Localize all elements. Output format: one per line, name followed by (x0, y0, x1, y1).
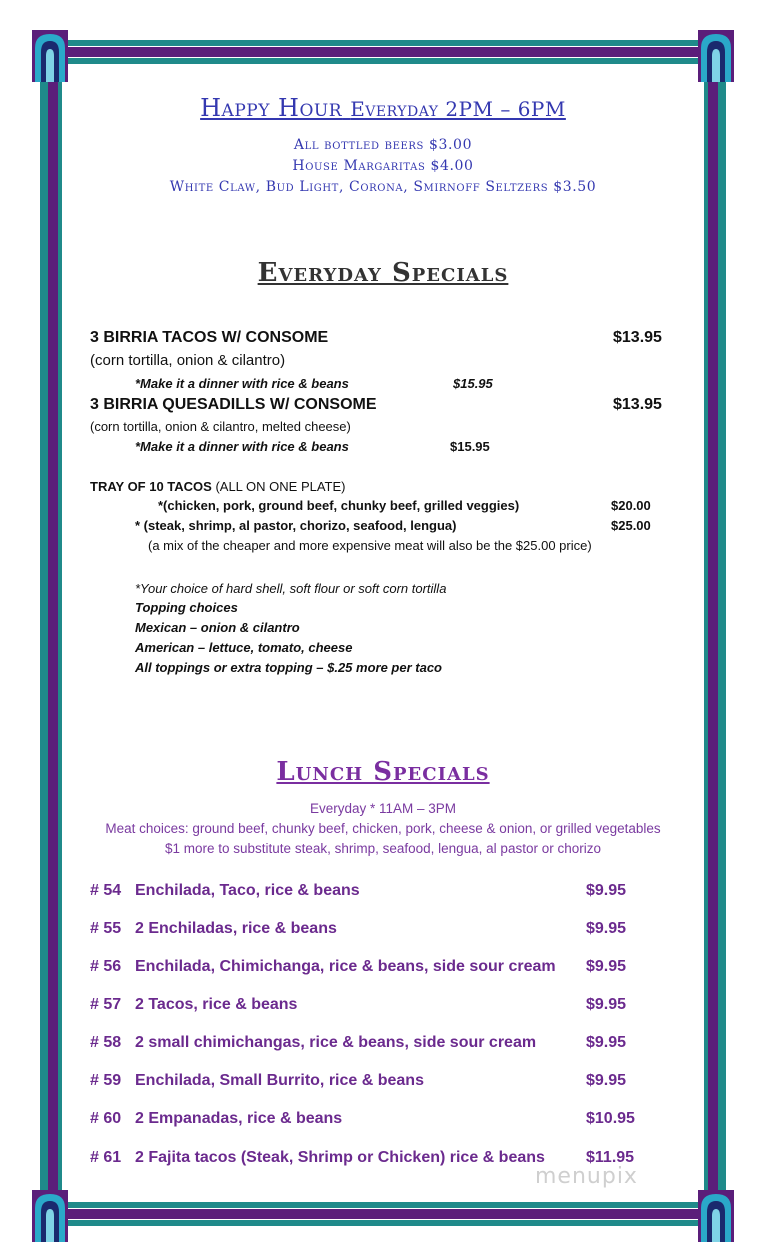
frame-right-teal-2 (704, 40, 708, 1220)
tray-title (90, 479, 346, 494)
lunch-item-description: Enchilada, Small Burrito, rice & beans (135, 1072, 424, 1089)
lunch-item-description: 2 small chimichangas, rice & beans, side sour cream (135, 1034, 537, 1051)
lunch-item-price: $11.95 (586, 1149, 635, 1166)
topping-note: American – lettuce, tomato, cheese (135, 640, 353, 655)
lunch-specials-title: Lunch Specials (276, 757, 490, 787)
corner-ornament-icon (698, 1190, 734, 1242)
item-description: (corn tortilla, onion & cilantro, melted cheese) (90, 419, 351, 434)
lunch-item-number: # 54 (90, 882, 122, 899)
lunch-item-price: $9.95 (586, 920, 627, 937)
tray-option-price: $25.00 (611, 518, 651, 533)
frame-top-teal-2 (40, 58, 726, 64)
everyday-specials-title: Everyday Specials (257, 258, 509, 288)
lunch-item-number: # 58 (90, 1034, 122, 1051)
lunch-item-price: $9.95 (586, 958, 627, 975)
corner-ornament-icon (32, 30, 68, 82)
happy-hour-line: All bottled beers $3.00 (293, 137, 473, 153)
watermark: menupix (535, 1164, 638, 1189)
frame-left-purple (48, 40, 58, 1220)
tray-option: * (steak, shrimp, al pastor, chorizo, seafood, lengua) (135, 518, 457, 533)
lunch-item-price: $9.95 (586, 1072, 627, 1089)
happy-hour-title (60, 94, 706, 122)
lunch-item-number: # 57 (90, 996, 122, 1013)
lunch-item-price: $9.95 (586, 882, 627, 899)
tortilla-note: *Your choice of hard shell, soft flour or soft corn tortilla (135, 581, 447, 596)
corner-ornament-icon (698, 30, 734, 82)
dinner-upgrade: *Make it a dinner with rice & beans (135, 439, 349, 454)
lunch-item-number: # 55 (90, 920, 122, 937)
item-name: 3 BIRRIA QUESADILLS W/ CONSOME (90, 396, 377, 413)
frame-top-purple (40, 47, 726, 57)
tray-mix-note: (a mix of the cheaper and more expensive meat will also be the $25.00 price) (148, 538, 592, 553)
item-description: (corn tortilla, onion & cilantro) (90, 352, 286, 369)
lunch-item-description: Enchilada, Chimichanga, rice & beans, side sour cream (135, 958, 556, 975)
tray-option-price: $20.00 (611, 498, 651, 513)
frame-right-purple (708, 40, 718, 1220)
topping-note: Mexican – onion & cilantro (135, 620, 300, 635)
lunch-substitution: $1 more to substitute steak, shrimp, seafood, lengua, al pastor or chorizo (165, 841, 601, 856)
item-price: $13.95 (613, 396, 662, 413)
happy-hour-title-main: Happy Hour (200, 94, 343, 122)
frame-left-teal (40, 40, 48, 1220)
item-name: 3 BIRRIA TACOS W/ CONSOME (90, 329, 329, 346)
lunch-item-number: # 59 (90, 1072, 122, 1089)
frame-left-teal-2 (58, 40, 62, 1220)
lunch-item-description: Enchilada, Taco, rice & beans (135, 882, 360, 899)
lunch-item-number: # 60 (90, 1110, 122, 1127)
lunch-item-number: # 56 (90, 958, 122, 975)
frame-top-teal (40, 40, 726, 46)
happy-hour-line: White Claw, Bud Light, Corona, Smirnoff Seltzers $3.50 (169, 179, 597, 195)
lunch-item-price: $9.95 (586, 996, 627, 1013)
dinner-upgrade-price: $15.95 (453, 376, 493, 391)
tray-title-main: TRAY OF 10 TACOS (90, 479, 212, 494)
lunch-item-description: 2 Empanadas, rice & beans (135, 1110, 343, 1127)
topping-note: All toppings or extra topping – $.25 more per taco (135, 660, 442, 675)
lunch-hours: Everyday * 11AM – 3PM (309, 801, 457, 816)
lunch-item-price: $9.95 (586, 1034, 627, 1051)
lunch-item-number: # 61 (90, 1149, 122, 1166)
topping-note: Topping choices (135, 600, 238, 615)
tray-title-note: (ALL ON ONE PLATE) (211, 479, 346, 494)
frame-right-teal (718, 40, 726, 1220)
lunch-item-price: $10.95 (586, 1110, 635, 1127)
lunch-meat-choices: Meat choices: ground beef, chunky beef, chicken, pork, cheese & onion, or grilled vegetables (105, 821, 661, 836)
item-price: $13.95 (613, 329, 662, 346)
tray-option: *(chicken, pork, ground beef, chunky beef, grilled veggies) (158, 498, 520, 513)
happy-hour-line: House Margaritas $4.00 (292, 158, 474, 174)
frame-bottom-teal-2 (40, 1220, 726, 1226)
dinner-upgrade-price: $15.95 (450, 439, 490, 454)
frame-bottom-purple (40, 1209, 726, 1219)
dinner-upgrade: *Make it a dinner with rice & beans (135, 376, 349, 391)
happy-hour-title-times: Everyday 2PM – 6PM (350, 97, 566, 121)
corner-ornament-icon (32, 1190, 68, 1242)
lunch-item-description: 2 Enchiladas, rice & beans (135, 920, 337, 937)
lunch-item-description: 2 Tacos, rice & beans (135, 996, 298, 1013)
lunch-item-description: 2 Fajita tacos (Steak, Shrimp or Chicken) rice & beans (135, 1149, 545, 1166)
frame-bottom-teal (40, 1202, 726, 1208)
